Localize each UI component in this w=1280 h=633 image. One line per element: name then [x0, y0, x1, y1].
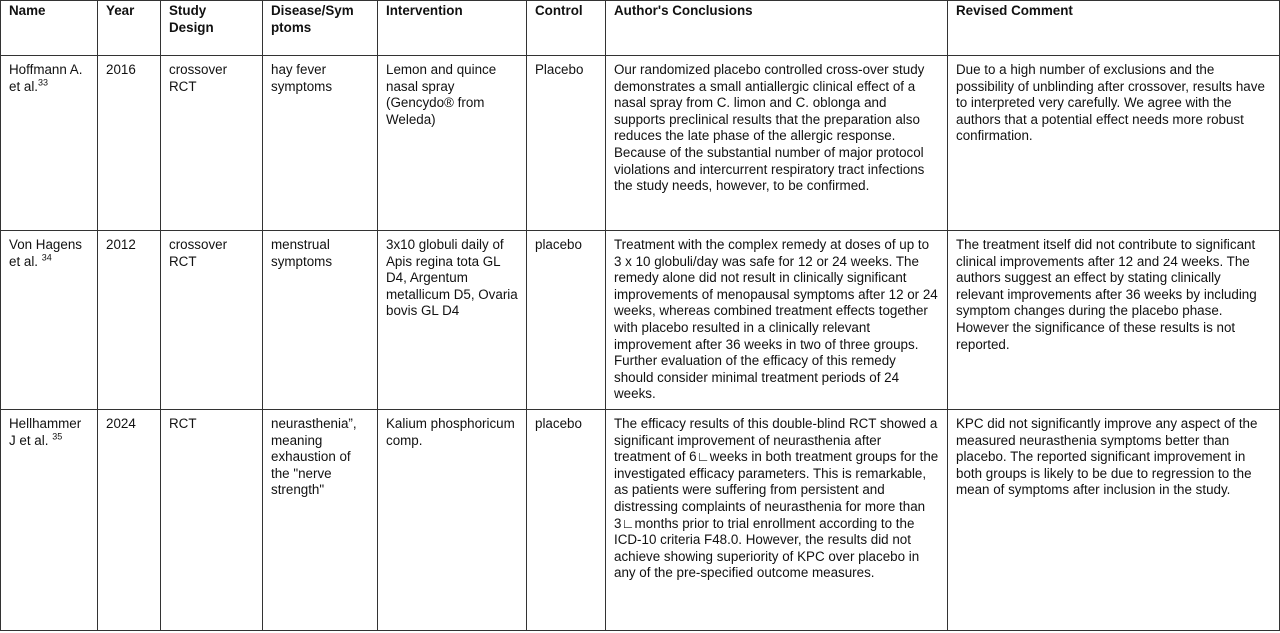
- cell-disease: menstrual symptoms: [263, 231, 378, 410]
- cell-control: placebo: [527, 410, 606, 631]
- cell-intervention: 3x10 globuli daily of Apis regina tota GL D4, Argentum metallicum D5, Ovaria bovis GL D4: [378, 231, 527, 410]
- cell-control: placebo: [527, 231, 606, 410]
- cell-conclusions: The efficacy results of this double-blind RCT showed a significant improvement of neurasthenia after treatment of 6∟weeks in both treatment groups for the investigated efficacy parameters. This is remarkable, as patients were suffering from persistent and distressing complaints of neurasthenia for more than 3∟months prior to trial enrollment according to the ICD-10 criteria F48.0. However, the results did not achieve showing superiority of KPC over placebo in any of the pre-specified outcome measures.: [606, 410, 948, 631]
- cell-name: [1, 231, 98, 410]
- study-name: Hellhammer J et al.: [9, 416, 82, 448]
- study-name: Von Hagens et al.: [9, 237, 82, 269]
- cell-comment: The treatment itself did not contribute to significant clinical improvements after 12 and 24 weeks. The authors suggest an effect by stating clinically relevant improvements after 36 weeks by including symptom changes during the placebo phase. However the significance of these results is not reported.: [948, 231, 1280, 410]
- cell-name: [1, 410, 98, 631]
- cell-control: Placebo: [527, 56, 606, 231]
- header-control: Control: [527, 1, 606, 56]
- header-disease-symptoms: Disease/Sym ptoms: [263, 1, 378, 56]
- table-header-row: [1, 1, 1280, 56]
- header-name: Name: [1, 1, 98, 56]
- cell-year: 2016: [98, 56, 161, 231]
- table-row: [1, 56, 1280, 231]
- cell-design: crossover RCT: [161, 56, 263, 231]
- reference-number: 35: [52, 431, 63, 442]
- cell-conclusions: Treatment with the complex remedy at doses of up to 3 x 10 globuli/day was safe for 12 or 24 weeks. The remedy alone did not result in clinically significant improvements of menopausal symptoms after 12 or 24 weeks, whereas combined treatment effects together with placebo resulted in a clinically relevant improvement after 36 weeks in two of three groups. Further evaluation of the efficacy of this remedy should consider minimal treatment periods of 24 weeks.: [606, 231, 948, 410]
- study-name: Hoffmann A. et al.: [9, 62, 83, 94]
- cell-disease: neurasthenia”, meaning exhaustion of the "nerve strength": [263, 410, 378, 631]
- cell-disease: hay fever symptoms: [263, 56, 378, 231]
- cell-name: [1, 56, 98, 231]
- cell-comment: KPC did not significantly improve any aspect of the measured neurasthenia symptoms better than placebo. The reported significant improvement in both groups is likely to be due to regression to the mean of symptoms after inclusion in the study.: [948, 410, 1280, 631]
- cell-year: 2012: [98, 231, 161, 410]
- cell-year: 2024: [98, 410, 161, 631]
- cell-intervention: Lemon and quince nasal spray (Gencydo® from Weleda): [378, 56, 527, 231]
- cell-conclusions: Our randomized placebo controlled cross-over study demonstrates a small antiallergic clinical effect of a nasal spray from C. limon and C. oblonga and supports preclinical results that the preparation also reduces the late phase of the allergic response. Because of the substantial number of major protocol violations and intercurrent respiratory tract infections the study needs, however, to be confirmed.: [606, 56, 948, 231]
- header-revised-comment: Revised Comment: [948, 1, 1280, 56]
- header-intervention: Intervention: [378, 1, 527, 56]
- table-row: [1, 231, 1280, 410]
- header-study-design: Study Design: [161, 1, 263, 56]
- cell-comment: Due to a high number of exclusions and the possibility of unblinding after crossover, results have to interpreted very carefully. We agree with the authors that a potential effect needs more robust confirmation.: [948, 56, 1280, 231]
- reference-number: 33: [38, 77, 49, 88]
- reference-number: 34: [41, 252, 52, 263]
- cell-design: crossover RCT: [161, 231, 263, 410]
- header-year: Year: [98, 1, 161, 56]
- cell-design: RCT: [161, 410, 263, 631]
- header-authors-conclusions: Author's Conclusions: [606, 1, 948, 56]
- table-row: [1, 410, 1280, 631]
- cell-intervention: Kalium phosphoricum comp.: [378, 410, 527, 631]
